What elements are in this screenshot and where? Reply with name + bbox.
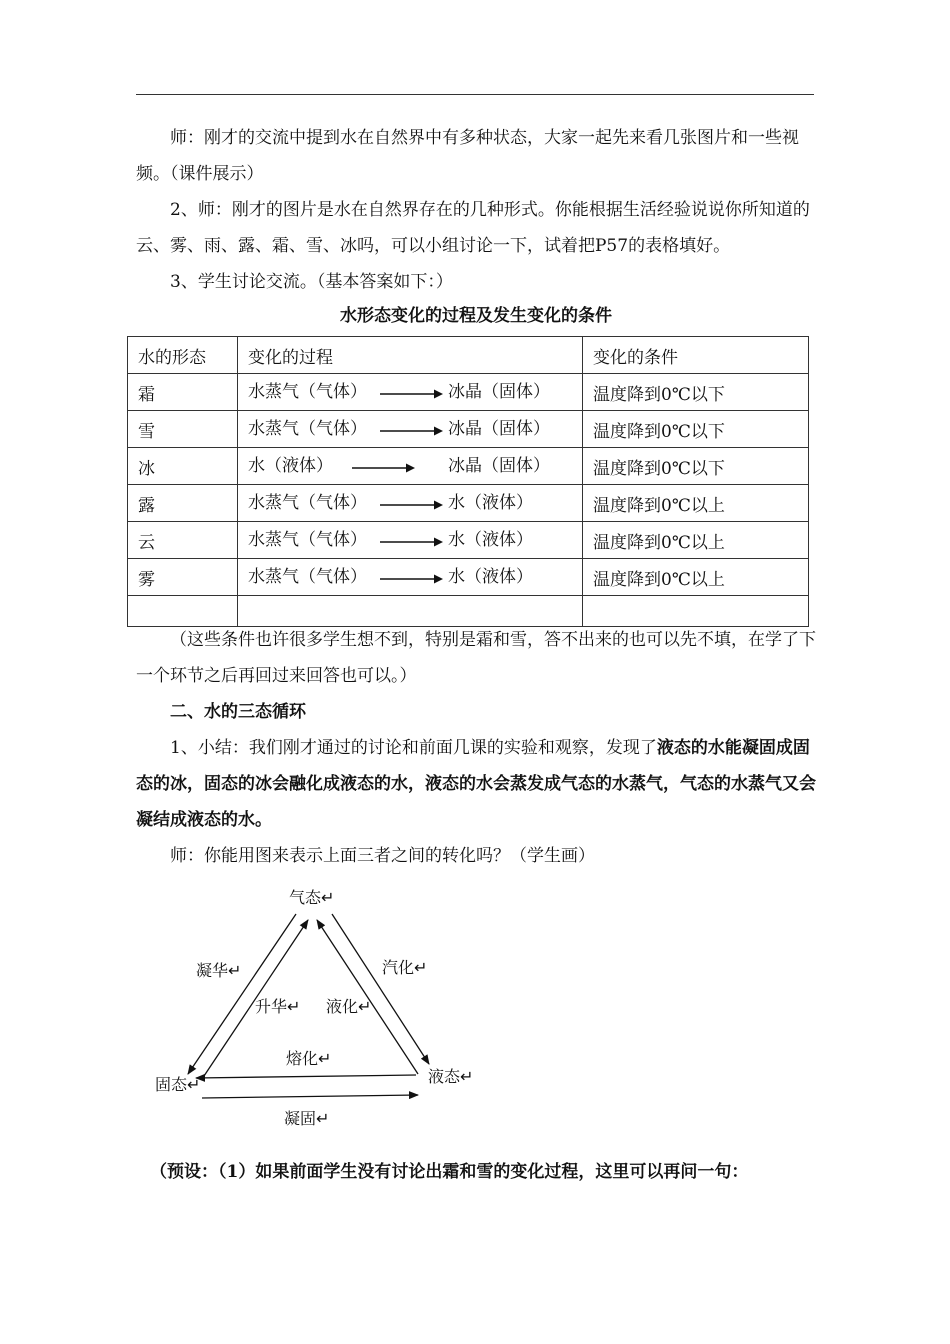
arrow-right-icon [380,573,444,585]
row-form: 冰 [128,448,238,485]
arrow-right-icon [380,388,444,400]
process-to: 冰晶（固体） [448,419,550,439]
header-rule [136,94,814,95]
row-condition: 温度降到0℃以下 [583,448,809,485]
table-row [128,522,809,559]
vaporization-label: 汽化↵ [382,958,428,977]
process-from: 水蒸气（气体） [248,567,367,587]
row-condition: 温度降到0℃以上 [583,485,809,522]
liquid-label: 液态↵ [428,1067,474,1086]
preset-paragraph: （预设：（1）如果前面学生没有讨论出霜和雪的变化过程，这里可以再问一句： [150,1162,749,1182]
solid-label: 固态↵ [155,1075,201,1094]
sublimation-label: 升华↵ [255,997,301,1016]
table-title: 水形态变化的过程及发生变化的条件 [340,306,612,326]
table-row [128,448,809,485]
arrow-right-icon [352,462,416,474]
process-to: 水（液体） [448,567,533,587]
row-condition: 温度降到0℃以下 [583,411,809,448]
deposition-arrow [188,914,296,1074]
paragraph-intro: 师：刚才的交流中提到水在自然界中有多种状态，大家一起先来看几张图片和一些视频。（课件展示） [136,128,799,184]
melting-arrow [196,1075,416,1078]
arrow-right-icon [380,425,444,437]
section-heading: 二、水的三态循环 [170,702,306,722]
row-process [238,485,583,522]
header-form: 水的形态 [128,337,238,374]
freezing-label: 凝固↵ [284,1109,330,1128]
summary-bold: 液态的水能凝固成固态的冰，固态的冰会融化成液态的水，液态的水会蒸发成气态的水蒸气，气态的水蒸气又会凝结成液态的水。 [136,738,816,830]
process-from: 水蒸气（气体） [248,493,367,513]
row-process [238,448,583,485]
row-form: 霜 [128,374,238,411]
arrow-right-icon [380,536,444,548]
row-form: 云 [128,522,238,559]
table-row [128,374,809,411]
paragraph-question: 2、师：刚才的图片是水在自然界存在的几种形式。你能根据生活经验说说你所知道的云、雾、雨、露、霜、雪、冰吗，可以小组讨论一下，试着把P57的表格填好。 [136,200,810,256]
arrow-right-icon [380,499,444,511]
process-to: 冰晶（固体） [448,382,550,402]
paragraph-summary [136,730,816,838]
liquefaction-arrow [332,914,429,1064]
process-from: 水蒸气（气体） [248,382,367,402]
process-from: 水蒸气（气体） [248,419,367,439]
row-form: 雪 [128,411,238,448]
paragraph-note: （这些条件也许很多学生想不到，特别是霜和雪，答不出来的也可以先不填，在学了下一个环节之后再回过来回答也可以。） [136,630,816,686]
gas-label: 气态↵ [289,888,335,907]
process-to: 冰晶（固体） [448,456,550,476]
process-to: 水（液体） [448,493,533,513]
row-condition: 温度降到0℃以上 [583,522,809,559]
process-to: 水（液体） [448,530,533,550]
water-form-table [127,336,809,627]
row-form: 雾 [128,559,238,596]
header-condition: 变化的条件 [583,337,809,374]
row-condition: 温度降到0℃以下 [583,374,809,411]
paragraph-discussion: 3、学生讨论交流。（基本答案如下：） [170,272,453,292]
row-process [238,374,583,411]
liquefaction-label: 液化↵ [326,997,372,1016]
table-row [128,485,809,522]
process-from: 水蒸气（气体） [248,530,367,550]
header-process: 变化的过程 [238,337,583,374]
summary-prefix: 1、小结：我们刚才通过的讨论和前面几课的实验和观察，发现了 [170,738,657,758]
table-row [128,559,809,596]
row-process [238,522,583,559]
row-process [238,559,583,596]
table-row [128,411,809,448]
paragraph-draw-question: 师：你能用图来表示上面三者之间的转化吗？（学生画） [170,846,595,866]
row-form: 露 [128,485,238,522]
table-header-row [128,337,809,374]
freezing-arrow [202,1095,418,1098]
process-from: 水（液体） [248,456,333,476]
row-process [238,411,583,448]
row-condition: 温度降到0℃以上 [583,559,809,596]
melting-label: 熔化↵ [286,1049,332,1068]
three-state-cycle-diagram [150,880,480,1130]
deposition-label: 凝华↵ [196,961,242,980]
